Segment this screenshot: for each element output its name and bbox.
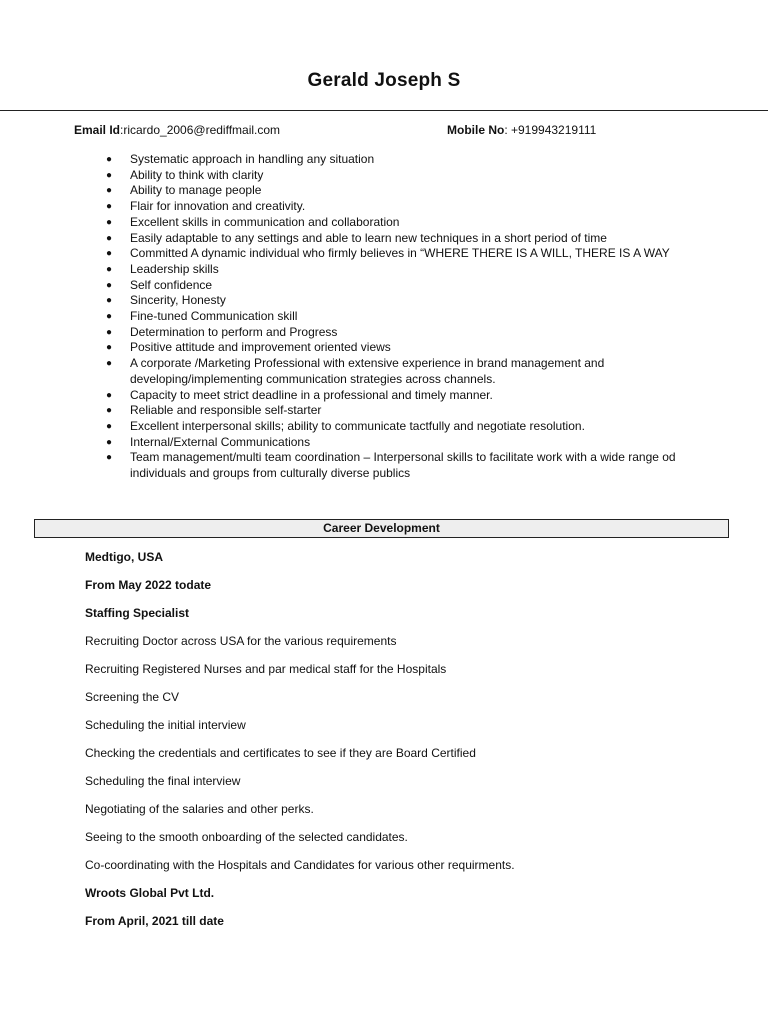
skill-list-item [104,246,744,262]
bullet-icon: ● [106,420,113,432]
skill-list-item [104,403,744,419]
bullet-icon: ● [106,358,113,370]
bullet-icon: ● [106,326,113,338]
mobile-value: : +919943219111 [504,123,597,137]
bullet-icon: ● [106,436,113,448]
career-duty: Recruiting Registered Nurses and par medical staff for the Hospitals [85,662,447,676]
skills-list [104,152,744,482]
skill-text: Fine-tuned Communication skill [130,309,298,324]
bullet-icon: ● [106,389,113,401]
skill-list-item [104,152,744,168]
bullet-icon: ● [106,216,113,228]
skill-list-item [104,262,744,278]
skill-text: Leadership skills [130,261,219,276]
career-duty: Scheduling the initial interview [85,718,246,732]
skill-text: Systematic approach in handling any situation [130,152,375,166]
bullet-icon: ● [106,263,113,275]
career-list [85,550,745,942]
skill-text: Capacity to meet strict deadline in a professional and timely manner. [130,387,493,402]
skill-list-item [104,293,744,309]
skill-list-item [104,278,744,294]
email-label: Email Id [74,123,121,137]
skill-text: Committed A dynamic individual who firmly believes in “WHERE THERE IS A WILL, THERE IS A WAY [130,246,670,261]
career-duty: Screening the CV [85,690,180,704]
bullet-icon: ● [106,279,113,291]
career-heading: Staffing Specialist [85,606,190,620]
career-duty: Negotiating of the salaries and other perks. [85,802,314,816]
skill-text: A corporate /Marketing Professional with extensive experience in brand management and [130,356,605,371]
skill-text: Determination to perform and Progress [130,324,338,339]
career-duty: Co-coordinating with the Hospitals and Candidates for various other requirments. [85,858,515,872]
skill-list-item [104,435,744,451]
bullet-icon: ● [106,169,113,181]
skill-text: Excellent interpersonal skills; ability to communicate tactfully and negotiate resolution. [130,418,585,433]
skill-list-item [104,309,744,325]
skill-list-item [104,450,744,481]
mobile-label: Mobile No [447,123,505,137]
skill-text: Excellent skills in communication and collaboration [130,214,400,229]
skill-list-item [104,215,744,231]
skill-text: Team management/multi team coordination – Interpersonal skills to facilitate work with a wide range od [130,450,676,465]
career-duty: Recruiting Doctor across USA for the various requirements [85,634,397,648]
mobile-line [447,123,596,138]
career-duty: Seeing to the smooth onboarding of the selected candidates. [85,830,408,844]
bullet-icon: ● [106,295,113,307]
email-line [74,123,280,138]
career-duty: Scheduling the final interview [85,774,241,788]
career-duty: Checking the credentials and certificates to see if they are Board Certified [85,746,476,760]
email-value: :ricardo_2006@rediffmail.com [120,123,281,137]
skill-list-item [104,183,744,199]
bullet-icon: ● [106,311,113,323]
skill-list-item [104,340,744,356]
career-heading: From April, 2021 till date [85,914,224,928]
skill-text: Reliable and responsible self-starter [130,403,322,418]
career-heading: Wroots Global Pvt Ltd. [85,886,215,900]
skill-list-item [104,231,744,247]
bullet-icon: ● [106,248,113,260]
skill-text: individuals and groups from culturally diverse publics [130,466,411,481]
header-divider [0,110,768,111]
section-heading-career: Career Development [34,519,729,538]
skill-list-item [104,199,744,215]
skill-list-item [104,325,744,341]
skill-list-item [104,419,744,435]
skill-text: developing/implementing communication strategies across channels. [130,371,496,386]
skill-text: Internal/External Communications [130,434,311,449]
bullet-icon: ● [106,185,113,197]
bullet-icon: ● [106,154,113,165]
career-heading: From May 2022 todate [85,578,212,592]
bullet-icon: ● [106,232,113,244]
skill-text: Self confidence [130,277,213,292]
skill-list-item [104,356,744,387]
skill-text: Flair for innovation and creativity. [130,199,306,214]
bullet-icon: ● [106,342,113,354]
skill-text: Positive attitude and improvement oriented views [130,340,391,355]
skill-text: Ability to manage people [130,183,262,198]
skill-text: Sincerity, Honesty [130,293,226,308]
skill-list-item [104,388,744,404]
bullet-icon: ● [106,201,113,213]
bullet-icon: ● [106,405,113,417]
skill-list-item [104,168,744,184]
career-heading: Medtigo, USA [85,550,163,564]
skill-text: Ability to think with clarity [130,167,264,182]
candidate-name: Gerald Joseph S [307,70,461,91]
bullet-icon: ● [106,452,113,464]
skill-text: Easily adaptable to any settings and able to learn new techniques in a short period of time [130,230,607,245]
